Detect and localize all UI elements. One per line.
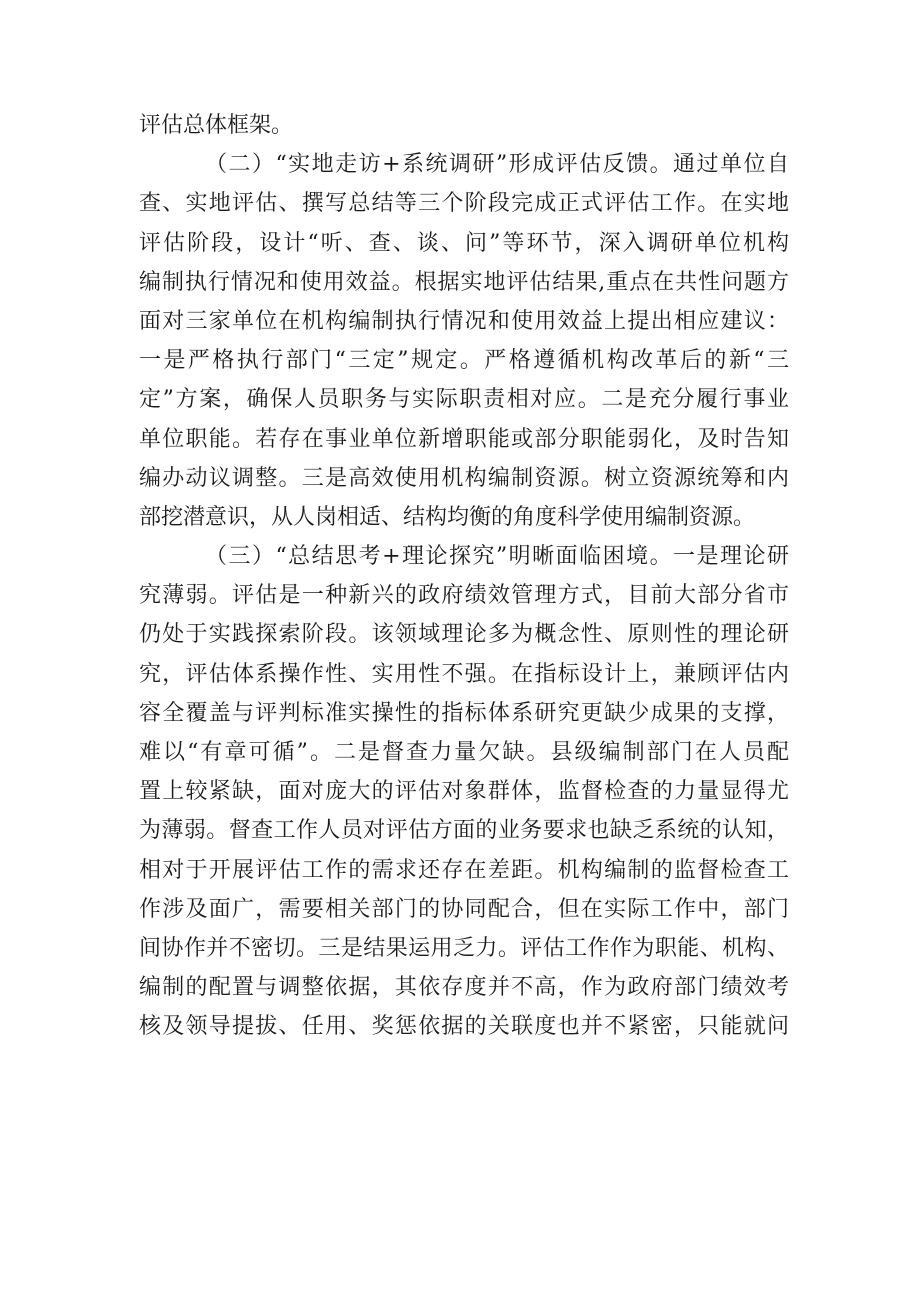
text-line: 定”方案，确保人员职务与实际职责相对应。二是充分履行事业	[139, 387, 789, 413]
text-line: 部挖潜意识，从人岗相适、结构均衡的角度科学使用编制资源。	[139, 504, 756, 530]
text-line: 相对于开展评估工作的需求还存在差距。机构编制的监督检查工	[139, 857, 789, 883]
text-line: 一是严格执行部门“三定”规定。严格遵循机构改革后的新“三	[139, 348, 789, 374]
text-line: 编制的配置与调整依据，其依存度并不高，作为政府部门绩效考	[139, 975, 789, 1001]
text-line: 编制执行情况和使用效益。根据实地评估结果,重点在共性问题方	[139, 269, 789, 295]
text-line: 评估总体框架。	[139, 113, 294, 138]
text-line: 编办动议调整。三是高效使用机构编制资源。树立资源统筹和内	[139, 465, 789, 491]
text-line: 面对三家单位在机构编制执行情况和使用效益上提出相应建议：	[139, 308, 789, 334]
text-line: 单位职能。若存在事业单位新增职能或部分职能弱化，及时告知	[139, 426, 789, 452]
text-line: 查、实地评估、撰写总结等三个阶段完成正式评估工作。在实地	[139, 191, 789, 217]
text-line: 容全覆盖与评判标准实操性的指标体系研究更缺少成果的支撑，	[139, 700, 789, 726]
text-line: 难以“有章可循”。二是督查力量欠缺。县级编制部门在人员配	[139, 740, 789, 765]
text-line: 核及领导提拔、任用、奖惩依据的关联度也并不紧密，只能就问	[139, 1014, 789, 1040]
text-line: 仍处于实践探索阶段。该领域理论多为概念性、原则性的理论研	[139, 622, 789, 648]
text-line: 评估阶段，设计“听、查、谈、问”等环节，深入调研单位机构	[139, 230, 789, 256]
text-line: （二）“实地走访+系统调研”形成评估反馈。通过单位自	[205, 152, 789, 178]
text-line: 间协作并不密切。三是结果运用乏力。评估工作作为职能、机构、	[139, 935, 789, 961]
text-line: 究薄弱。评估是一种新兴的政府绩效管理方式，目前大部分省市	[139, 583, 789, 609]
text-line: 置上较紧缺，面对庞大的评估对象群体，监督检查的力量显得尤	[139, 779, 789, 805]
body-text	[139, 106, 789, 1047]
text-line: 为薄弱。督查工作人员对评估方面的业务要求也缺乏系统的认知，	[139, 818, 789, 844]
text-line: 究，评估体系操作性、实用性不强。在指标设计上，兼顾评估内	[139, 661, 789, 687]
text-line: 作涉及面广，需要相关部门的协同配合，但在实际工作中，部门	[139, 896, 789, 922]
text-line: （三）“总结思考+理论探究”明晰面临困境。一是理论研	[205, 544, 789, 570]
